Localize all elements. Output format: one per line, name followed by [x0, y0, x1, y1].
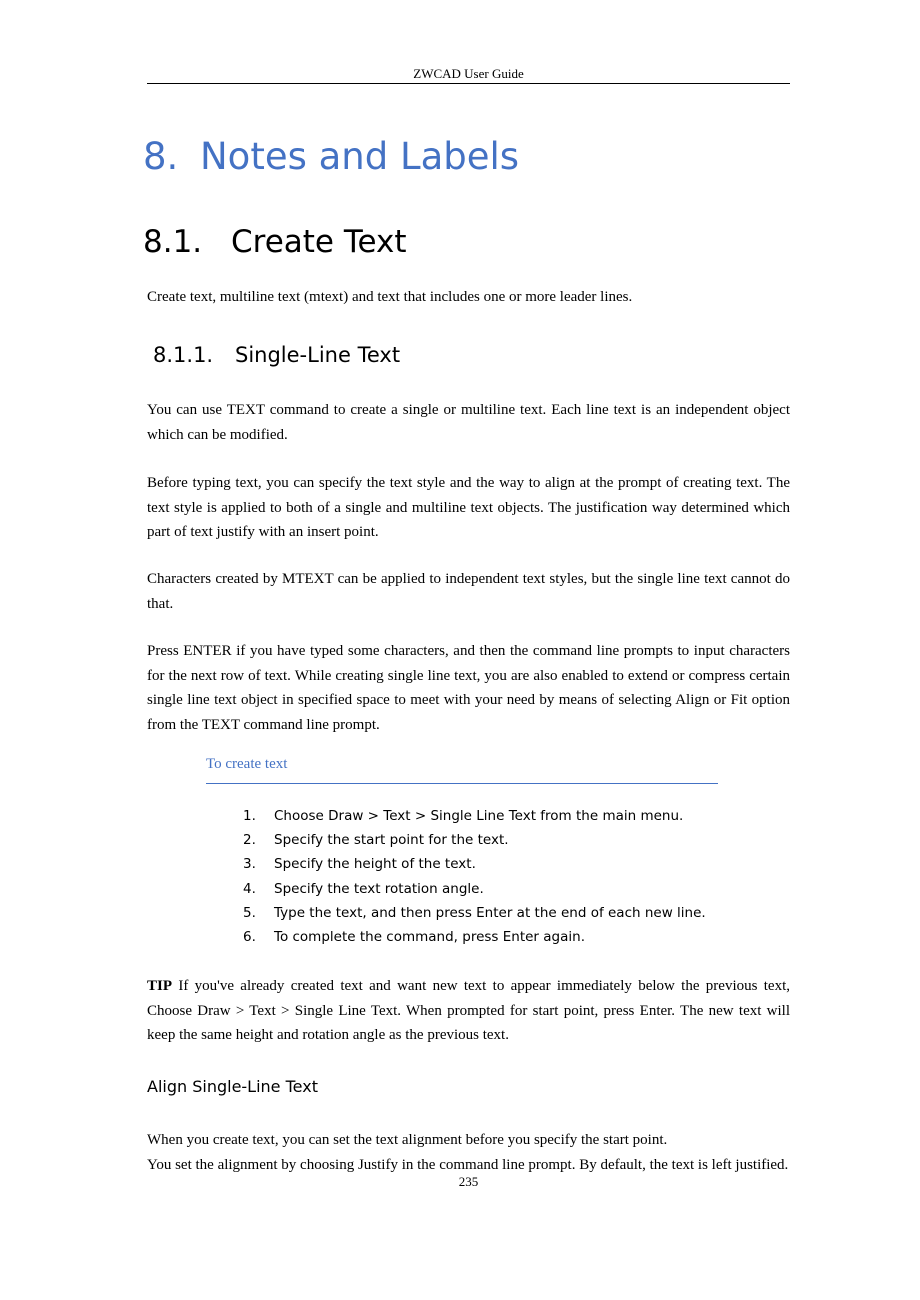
step-item — [243, 877, 706, 901]
step-text: Specify the height of the text. — [274, 856, 476, 873]
subsection-heading — [153, 338, 400, 372]
page-number: 235 — [458, 1174, 479, 1189]
chapter-number: 8. — [143, 135, 179, 178]
step-item — [243, 828, 706, 852]
page-header — [147, 66, 790, 84]
step-number: 6. — [243, 928, 256, 945]
paragraph-enter: Press ENTER if you have typed some characters, and then the command line prompts to input characters for the next row of text. While creating single line text, you are also enabled to extend or compress certain single line text object in specified space to meet with your need by means of selecting Align or Fit option from the TEXT command line prompt. — [147, 643, 790, 733]
section-intro: Create text, multiline text (mtext) and text that includes one or more leader lines. — [147, 289, 633, 305]
step-text: Choose Draw > Text > Single Line Text from the main menu. — [274, 808, 684, 824]
step-item — [243, 925, 706, 949]
tip-text: If you've already created text and want new text to appear immediately below the previous text, Choose Draw > Text > Single Line Text. When prompted for start point, press Enter. The new text will keep the same height and rotation angle as the previous text. — [147, 978, 790, 1043]
section-number: 8.1. — [143, 224, 203, 260]
paragraph-text-command: You can use TEXT command to create a single or multiline text. Each line text is an independent object which can be modified. — [147, 402, 790, 443]
step-number: 5. — [243, 904, 256, 921]
step-text: To complete the command, press Enter again. — [274, 928, 585, 945]
chapter-title: Notes and Labels — [200, 135, 520, 178]
step-text: Type the text, and then press Enter at the end of each new line. — [274, 904, 706, 921]
section-title: Create Text — [231, 224, 407, 260]
tip-paragraph — [147, 974, 790, 1048]
align-line-2: You set the alignment by choosing Justify in the command line prompt. By default, the text is left justified. — [147, 1156, 789, 1173]
align-section-heading: Align Single-Line Text — [147, 1077, 318, 1096]
procedure-steps — [243, 804, 706, 949]
step-number: 3. — [243, 856, 256, 873]
paragraph-mtext: Characters created by MTEXT can be applied to independent text styles, but the single line text cannot do that. — [147, 571, 790, 612]
paragraph-text-style: Before typing text, you can specify the text style and the way to align at the prompt of creating text. The text style is applied to both of a single and multiline text objects. The justification way determined which part of text justify with an insert point. — [147, 475, 790, 540]
step-item — [243, 852, 706, 876]
align-line-1: When you create text, you can set the text alignment before you specify the start point. — [147, 1132, 668, 1148]
align-paragraph — [147, 1128, 790, 1177]
step-number: 2. — [243, 832, 256, 849]
section-heading — [143, 219, 407, 265]
step-text: Specify the start point for the text. — [274, 832, 509, 849]
chapter-heading — [143, 131, 519, 183]
header-title: ZWCAD User Guide — [413, 66, 524, 81]
step-number: 4. — [243, 880, 256, 897]
step-item — [243, 901, 706, 925]
step-text: Specify the text rotation angle. — [274, 880, 484, 897]
tip-label: TIP — [147, 978, 173, 994]
step-number: 1. — [243, 808, 256, 824]
procedure-title: To create text — [206, 752, 718, 784]
step-item — [243, 804, 706, 828]
subsection-title: Single-Line Text — [235, 343, 401, 367]
subsection-number: 8.1.1. — [153, 343, 214, 367]
